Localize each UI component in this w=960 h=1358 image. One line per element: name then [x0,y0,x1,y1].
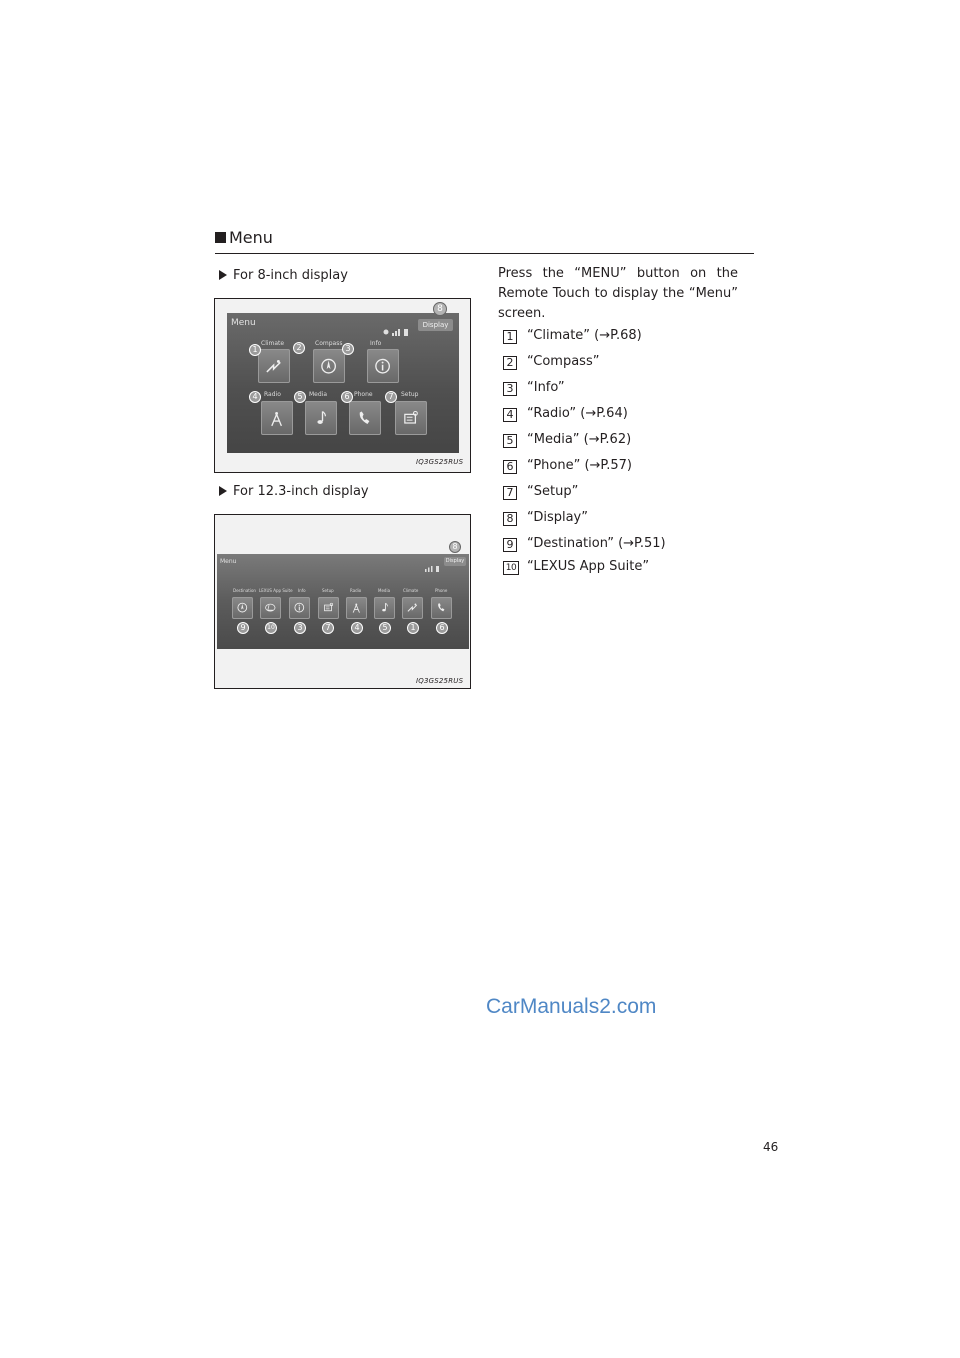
tile-setup[interactable] [318,597,339,619]
tile-label-compass: Compass [315,340,343,347]
item-number-box: 7 [503,486,517,500]
tile-setup[interactable] [395,401,427,435]
callout-6: 6 [436,622,448,634]
tile-radio[interactable] [346,597,367,619]
screen-12inch-display [217,554,469,649]
screen-title: Menu [220,558,237,565]
tile-label-info: Info [298,588,306,593]
callout-7: 7 [385,391,397,403]
screen-image-8inch [214,298,471,473]
item-number-box: 2 [503,356,517,370]
tile-lexus-app-suite[interactable] [260,597,281,619]
status-icons [423,557,441,576]
callout-3: 3 [342,343,354,355]
item-text: “Info” [527,380,565,395]
callout-6: 6 [341,391,353,403]
tile-info[interactable] [289,597,310,619]
compass-icon [319,356,338,376]
climate-icon [406,601,419,614]
item-number-box: 10 [503,561,519,575]
callout-2: 2 [293,342,305,354]
callout-1: 1 [249,344,261,356]
tile-label-radio: Radio [350,588,362,593]
display-button[interactable]: Display [445,558,465,564]
callout-9: 9 [237,622,249,634]
callout-8: 8 [449,541,461,553]
callout-7: 7 [322,622,334,634]
item-text: “Destination” (→P.51) [527,536,666,551]
item-number-box: 8 [503,512,517,526]
image-code: IQ3GS25RUS [416,458,464,466]
compass-icon [236,601,249,614]
climate-icon [264,356,283,376]
item-number-box: 4 [503,408,517,422]
tile-label-phone: Phone [435,588,448,593]
screen-8inch-display [227,313,459,453]
item-number-box: 5 [503,434,517,448]
tile-phone[interactable] [431,597,452,619]
section-heading: Menu [215,228,273,247]
tile-label-climate: Climate [403,588,419,593]
tile-destination[interactable] [232,597,253,619]
callout-1: 1 [407,622,419,634]
setup-icon [401,408,420,428]
item-text: “Radio” (→P.64) [527,406,628,421]
tile-climate[interactable] [402,597,423,619]
signal-icon [423,566,441,572]
phone-icon [435,601,448,614]
signal-icon [383,328,413,336]
status-icons [383,321,413,329]
tile-label-phone: Phone [354,391,373,398]
item-number-box: 1 [503,330,517,344]
tile-media[interactable] [374,597,395,619]
intro-paragraph: Press the “MENU” button on the Remote Touch to display the “Menu” screen. [498,266,738,321]
subheading-12inch: For 12.3-inch display [219,484,369,499]
item-text: “Media” (→P.62) [527,432,632,447]
tile-label-climate: Climate [261,340,285,347]
radio-icon [350,601,363,614]
callout-5: 5 [379,622,391,634]
page-number: 46 [763,1140,779,1154]
display-button[interactable]: Display [418,319,453,331]
tile-label-setup: Setup [401,391,419,398]
info-icon [373,356,392,376]
item-text: “LEXUS App Suite” [527,559,650,574]
square-bullet-icon [215,232,226,243]
tile-label-destination: Destination [233,588,256,593]
callout-5: 5 [294,391,306,403]
item-text: “Display” [527,510,588,525]
callout-3: 3 [294,622,306,634]
lexus-icon [264,601,277,614]
phone-icon [355,408,374,428]
tile-radio[interactable] [261,401,293,435]
item-number-box: 3 [503,382,517,396]
callout-4: 4 [351,622,363,634]
tile-info[interactable] [367,349,399,383]
item-text: “Compass” [527,354,600,369]
callout-10: 10 [265,622,277,634]
tile-media[interactable] [305,401,337,435]
tile-label-media: Media [309,391,328,398]
tile-label-media: Media [378,588,391,593]
music-note-icon [378,601,391,614]
triangle-bullet-icon [219,270,227,280]
callout-4: 4 [249,391,261,403]
watermark: CarManuals2.com [486,995,657,1018]
callout-8: 8 [433,302,447,316]
music-note-icon [311,408,330,428]
item-number-box: 9 [503,538,517,552]
tile-phone[interactable] [349,401,381,435]
tile-label-lexus-app-suite: LEXUS App Suite [259,588,293,593]
screen-image-12inch [214,514,471,689]
tile-compass[interactable] [313,349,345,383]
item-number-box: 6 [503,460,517,474]
item-text: “Phone” (→P.57) [527,458,632,473]
tile-label-info: Info [370,340,382,347]
subheading-8inch: For 8-inch display [219,268,348,283]
info-icon [293,601,306,614]
screen-title: Menu [231,318,256,328]
item-text: “Setup” [527,484,579,499]
radio-icon [267,408,286,428]
image-code: IQ3GS25RUS [416,677,464,685]
setup-icon [322,601,335,614]
heading-rule [215,253,754,254]
tile-label-setup: Setup [322,588,334,593]
item-text: “Climate” (→P.68) [527,328,642,343]
tile-climate[interactable] [258,349,290,383]
tile-label-radio: Radio [264,391,281,398]
triangle-bullet-icon [219,486,227,496]
